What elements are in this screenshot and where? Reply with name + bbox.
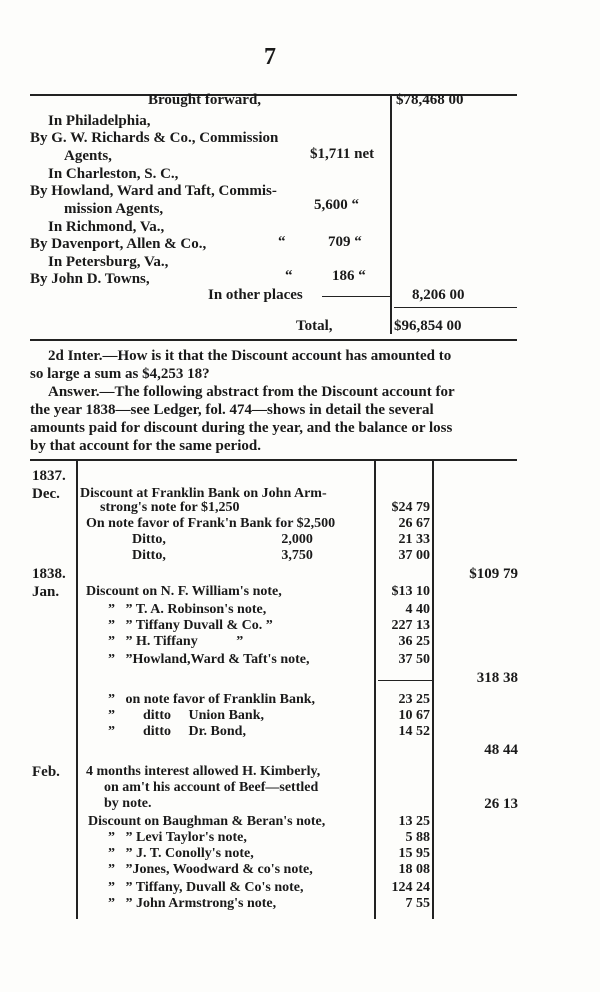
ledger-description: ” ” H. Tiffany ” [108,634,244,649]
ledger-date-rule [76,459,78,919]
summary-amount: 709 “ [328,234,362,250]
ledger-description: ” ” Tiffany Duvall & Co. ” [108,618,273,633]
summary-line: In Richmond, Va., [48,219,165,235]
ledger-amount: 13 25 [398,814,430,829]
ledger-date: 1837. [32,468,66,484]
ledger-description: ” ” Tiffany, Duvall & Co's note, [108,880,304,895]
ledger-description: Discount on N. F. William's note, [86,584,282,599]
ledger-description: Discount at Franklin Bank on John Arm- [80,486,327,501]
ledger-amount: 4 40 [405,602,430,617]
ledger-description: on am't his account of Beef—settled [104,780,319,795]
ledger-date: Jan. [32,584,60,600]
other-places-dash [322,296,390,297]
answer-line: amounts paid for discount during the year, and the balance or loss [30,420,453,436]
ledger-description: Ditto, 2,000 [132,532,313,547]
ledger-description: ” ” J. T. Conolly's note, [108,846,254,861]
ledger-amount: 21 33 [398,532,430,547]
ledger-description: ” ditto Union Bank, [108,708,264,723]
ledger-description: ” ” T. A. Robinson's note, [108,602,267,617]
ledger-amount: 14 52 [398,724,430,739]
ledger-date: Feb. [32,764,60,780]
ledger-amount: $13 10 [391,584,430,599]
ledger-description: ” ”Howland,Ward & Taft's note, [108,652,310,667]
answer-line: Answer.—The following abstract from the Discount account for [48,384,455,400]
ledger-total: $109 79 [469,566,518,582]
question-line: so large a sum as $4,253 18? [30,366,210,382]
summary-amount: 186 “ [332,268,366,284]
summary-amount: 5,600 “ [314,197,359,213]
ledger-amount: 23 25 [398,692,430,707]
summary-ditto: “ [278,234,286,250]
ledger-amount: 18 08 [398,862,430,877]
question-line: 2d Inter.—How is it that the Discount account has amounted to [48,348,452,364]
ledger-total: 26 13 [484,796,518,812]
total-label: Total, [296,318,333,334]
ledger-description: On note favor of Frank'n Bank for $2,500 [86,516,336,531]
ledger-amount: 5 88 [405,830,430,845]
summary-line: By G. W. Richards & Co., Commission [30,130,279,146]
summary-line: By Howland, Ward and Taft, Commis- [30,183,277,199]
ledger-description: ” ” Levi Taylor's note, [108,830,247,845]
ledger-amount: 36 25 [398,634,430,649]
summary-ditto: “ [285,268,293,284]
summary-line: By Davenport, Allen & Co., [30,236,207,252]
summary-line: mission Agents, [64,201,164,217]
ledger-total: 48 44 [484,742,518,758]
ledger-description: Ditto, 3,750 [132,548,313,563]
ledger-description: 4 months interest allowed H. Kimberly, [86,764,321,779]
ledger-amount: 15 95 [398,846,430,861]
ledger-date: 1838. [32,566,66,582]
section-rule [30,339,517,341]
total-amount: $96,854 00 [394,318,462,334]
ledger-description: by note. [104,796,152,811]
ledger-subtotal-rule [378,680,432,681]
ledger-amount: 10 67 [398,708,430,723]
summary-amount: $1,711 net [310,146,375,162]
ledger-description: ” ”Jones, Woodward & co's note, [108,862,313,877]
ledger-description: Discount on Baughman & Beran's note, [88,814,326,829]
ledger-description: ” on note favor of Franklin Bank, [108,692,316,707]
brought-forward-amount: $78,468 00 [396,92,464,108]
ledger-date: Dec. [32,486,60,502]
summary-column-rule [390,94,392,334]
brought-forward-label: Brought forward, [148,92,262,108]
other-places-label: In other places [208,287,303,303]
ledger-amount: 227 13 [391,618,430,633]
summary-line: In Charleston, S. C., [48,166,179,182]
answer-line: the year 1838—see Ledger, fol. 474—shows in detail the several [30,402,434,418]
ledger-amount: 37 00 [398,548,430,563]
other-places-amount: 8,206 00 [412,287,465,303]
ledger-amount-rule-right [432,459,434,919]
summary-line: Agents, [64,148,112,164]
ledger-description: ” ditto Dr. Bond, [108,724,246,739]
ledger-amount: $24 79 [391,500,430,515]
ledger-description: strong's note for $1,250 [100,500,240,515]
page-number: 7 [264,44,276,70]
ledger-amount: 37 50 [398,652,430,667]
answer-line: by that account for the same period. [30,438,261,454]
total-rule [394,307,517,308]
summary-line: In Philadelphia, [48,113,151,129]
ledger-amount: 7 55 [405,896,430,911]
summary-line: By John D. Towns, [30,271,150,287]
ledger-total: 318 38 [476,670,518,686]
summary-line: In Petersburg, Va., [48,254,169,270]
ledger-top-rule [30,459,517,461]
ledger-amount: 26 67 [398,516,430,531]
ledger-description: ” ” John Armstrong's note, [108,896,277,911]
ledger-amount: 124 24 [391,880,430,895]
